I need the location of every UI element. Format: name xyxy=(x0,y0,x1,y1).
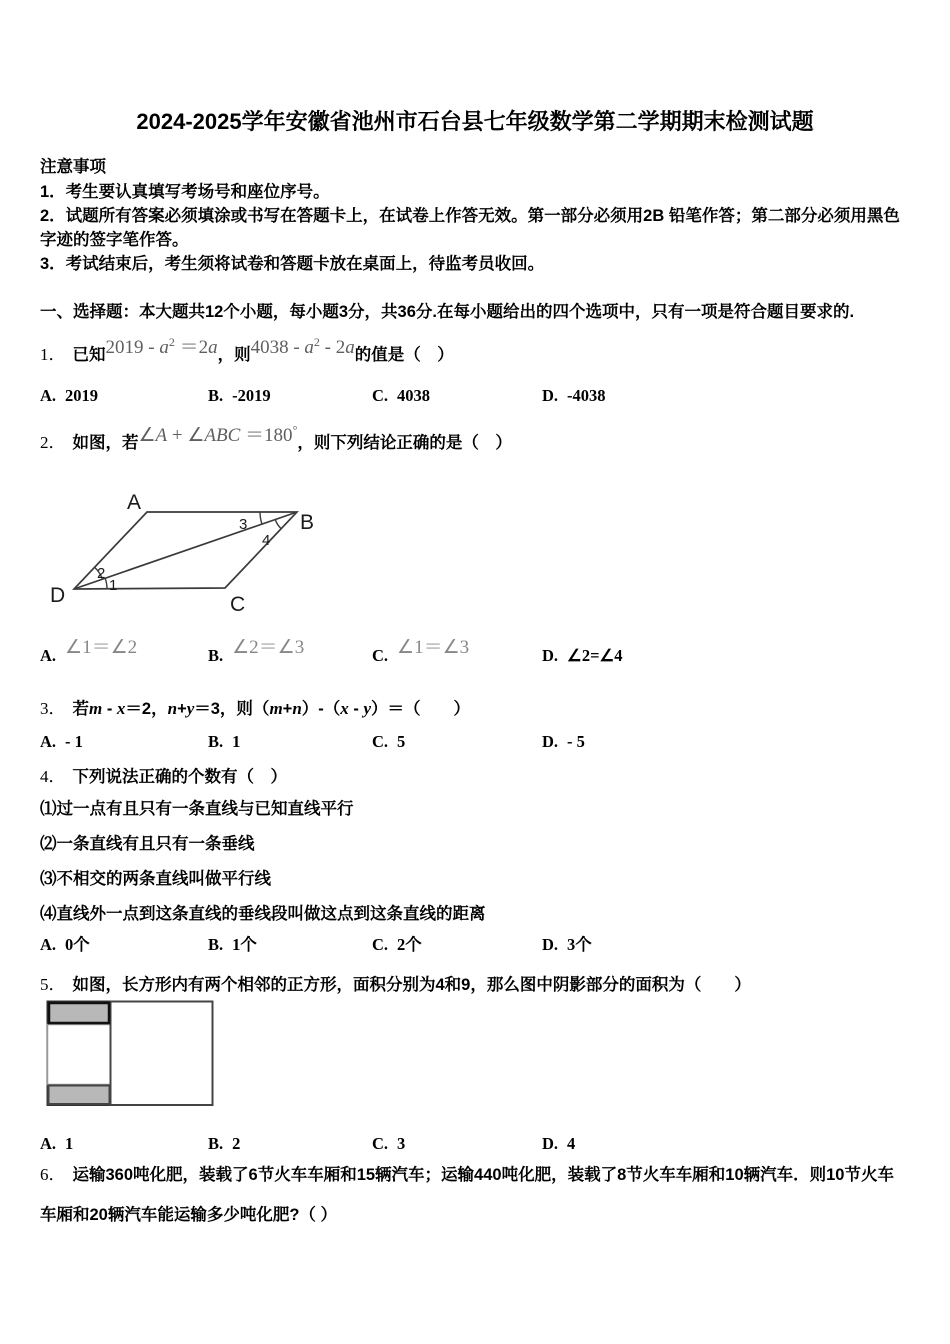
q4-statement-4: ⑷直线外一点到这条直线的垂线段叫做这点到这条直线的距离 xyxy=(40,905,486,923)
large-square xyxy=(111,1002,213,1106)
angle-label-1: 1 xyxy=(109,577,118,594)
question-3 xyxy=(40,694,908,724)
notice-item-2: 2．试题所有答案必须填涂或书写在答题卡上，在试卷上作答无效。第一部分必须用2B 铅笔作答；第二部分必须用黑色字迹的签字笔作答。 xyxy=(40,207,900,249)
q5-option-d: D. 4 xyxy=(542,1134,576,1153)
angle-label-4: 4 xyxy=(262,532,271,549)
question-3-text: 若m - x＝2，n+y＝3，则（m+n）-（x - y）＝（ ） xyxy=(72,699,470,718)
question-4-options xyxy=(40,933,908,957)
q2-option-b: B. ∠2＝∠3 xyxy=(208,637,305,665)
q3-option-a: A. - 1 xyxy=(40,732,83,751)
notice-item-3: 3．考试结束后，考生须将试卷和答题卡放在桌面上，待监考员收回。 xyxy=(40,255,545,273)
page-title: 2024-2025学年安徽省池州市石台县七年级数学第二学期期末检测试题 xyxy=(136,109,814,134)
vertex-label-a: A xyxy=(127,491,142,514)
shaded-region-top xyxy=(49,1003,109,1023)
q4-statement-2: ⑵一条直线有且只有一条垂线 xyxy=(40,835,255,853)
question-5-options xyxy=(40,1132,908,1156)
question-2-text: 如图，若∠A + ∠ABC ＝180°，则下列结论正确的是（ ） xyxy=(72,423,512,452)
q1-option-a: A. 2019 xyxy=(40,386,99,405)
question-4 xyxy=(40,762,908,792)
angle-label-2: 2 xyxy=(97,565,106,582)
q4-option-d: D. 3个 xyxy=(542,935,592,954)
angle-1-arc xyxy=(105,578,107,589)
q2-option-d: D. ∠2=∠4 xyxy=(542,646,623,665)
question-2 xyxy=(40,423,908,459)
question-5-text: 如图，长方形内有两个相邻的正方形，面积分别为4和9，那么图中阴影部分的面积为（ ） xyxy=(72,976,751,994)
q3-option-c: C. 5 xyxy=(372,732,406,751)
vertex-label-b: B xyxy=(300,511,315,534)
shaded-region-bottom xyxy=(49,1086,110,1105)
question-5 xyxy=(40,970,908,1000)
question-3-number: 3． xyxy=(40,699,66,718)
q5-option-a: A. 1 xyxy=(40,1134,74,1153)
notice-heading: 注意事项 xyxy=(40,158,106,176)
question-6-number: 6． xyxy=(40,1165,66,1184)
angle-label-3: 3 xyxy=(239,516,248,533)
vertex-label-d: D xyxy=(50,584,66,607)
diagonal-db xyxy=(74,512,297,589)
q4-statement-3: ⑶不相交的两条直线叫做平行线 xyxy=(40,870,271,888)
question-1-options xyxy=(40,384,908,408)
question-5-number: 5． xyxy=(40,975,66,994)
question-1 xyxy=(40,335,908,371)
small-square xyxy=(48,1025,111,1085)
angle-4-arc xyxy=(275,520,281,529)
q3-option-d: D. - 5 xyxy=(542,732,585,751)
q2-option-c: C. ∠1＝∠3 xyxy=(372,637,470,665)
question-1-text: 已知$2019 - a^2 =2a$，则$4038 - a^2 - 2a$的值是（ ） xyxy=(72,335,454,364)
q1-option-b: B. -2019 xyxy=(208,386,271,405)
vertex-label-c: C xyxy=(230,593,246,616)
question-4-text: 下列说法正确的个数有（ ） xyxy=(72,768,287,786)
squares-figure xyxy=(46,1000,216,1107)
q4-option-c: C. 2个 xyxy=(372,935,422,954)
q4-statement-1: ⑴过一点有且只有一条直线与已知直线平行 xyxy=(40,800,354,818)
q4-option-b: B. 1个 xyxy=(208,935,257,954)
question-4-number: 4． xyxy=(40,767,66,786)
q4-option-a: A. 0个 xyxy=(40,935,90,954)
question-2-options xyxy=(40,637,908,668)
section-heading: 一、选择题：本大题共12个小题，每小题3分，共36分.在每小题给出的四个选项中，只有一项是符合题目要求的. xyxy=(40,303,855,321)
question-6 xyxy=(40,1155,908,1235)
parallelogram-figure xyxy=(40,478,400,624)
q1-option-d: D. -4038 xyxy=(542,386,606,405)
angle-3-arc xyxy=(260,512,262,524)
q5-option-c: C. 3 xyxy=(372,1134,406,1153)
q5-option-b: B. 2 xyxy=(208,1134,241,1153)
notice-item-1: 1．考生要认真填写考场号和座位序号。 xyxy=(40,183,330,201)
q2-option-a: A. ∠1＝∠2 xyxy=(40,637,138,665)
question-6-text: 运输360吨化肥，装载了6节火车车厢和15辆汽车；运输440吨化肥，装载了8节火车车厢和10辆汽车．则10节火车车厢和20辆汽车能运输多少吨化肥?（ ） xyxy=(40,1166,894,1224)
q1-option-c: C. 4038 xyxy=(372,386,431,405)
question-3-options xyxy=(40,730,908,754)
question-2-number: 2． xyxy=(40,433,66,452)
q3-option-b: B. 1 xyxy=(208,732,241,751)
question-1-number: 1． xyxy=(40,345,66,364)
